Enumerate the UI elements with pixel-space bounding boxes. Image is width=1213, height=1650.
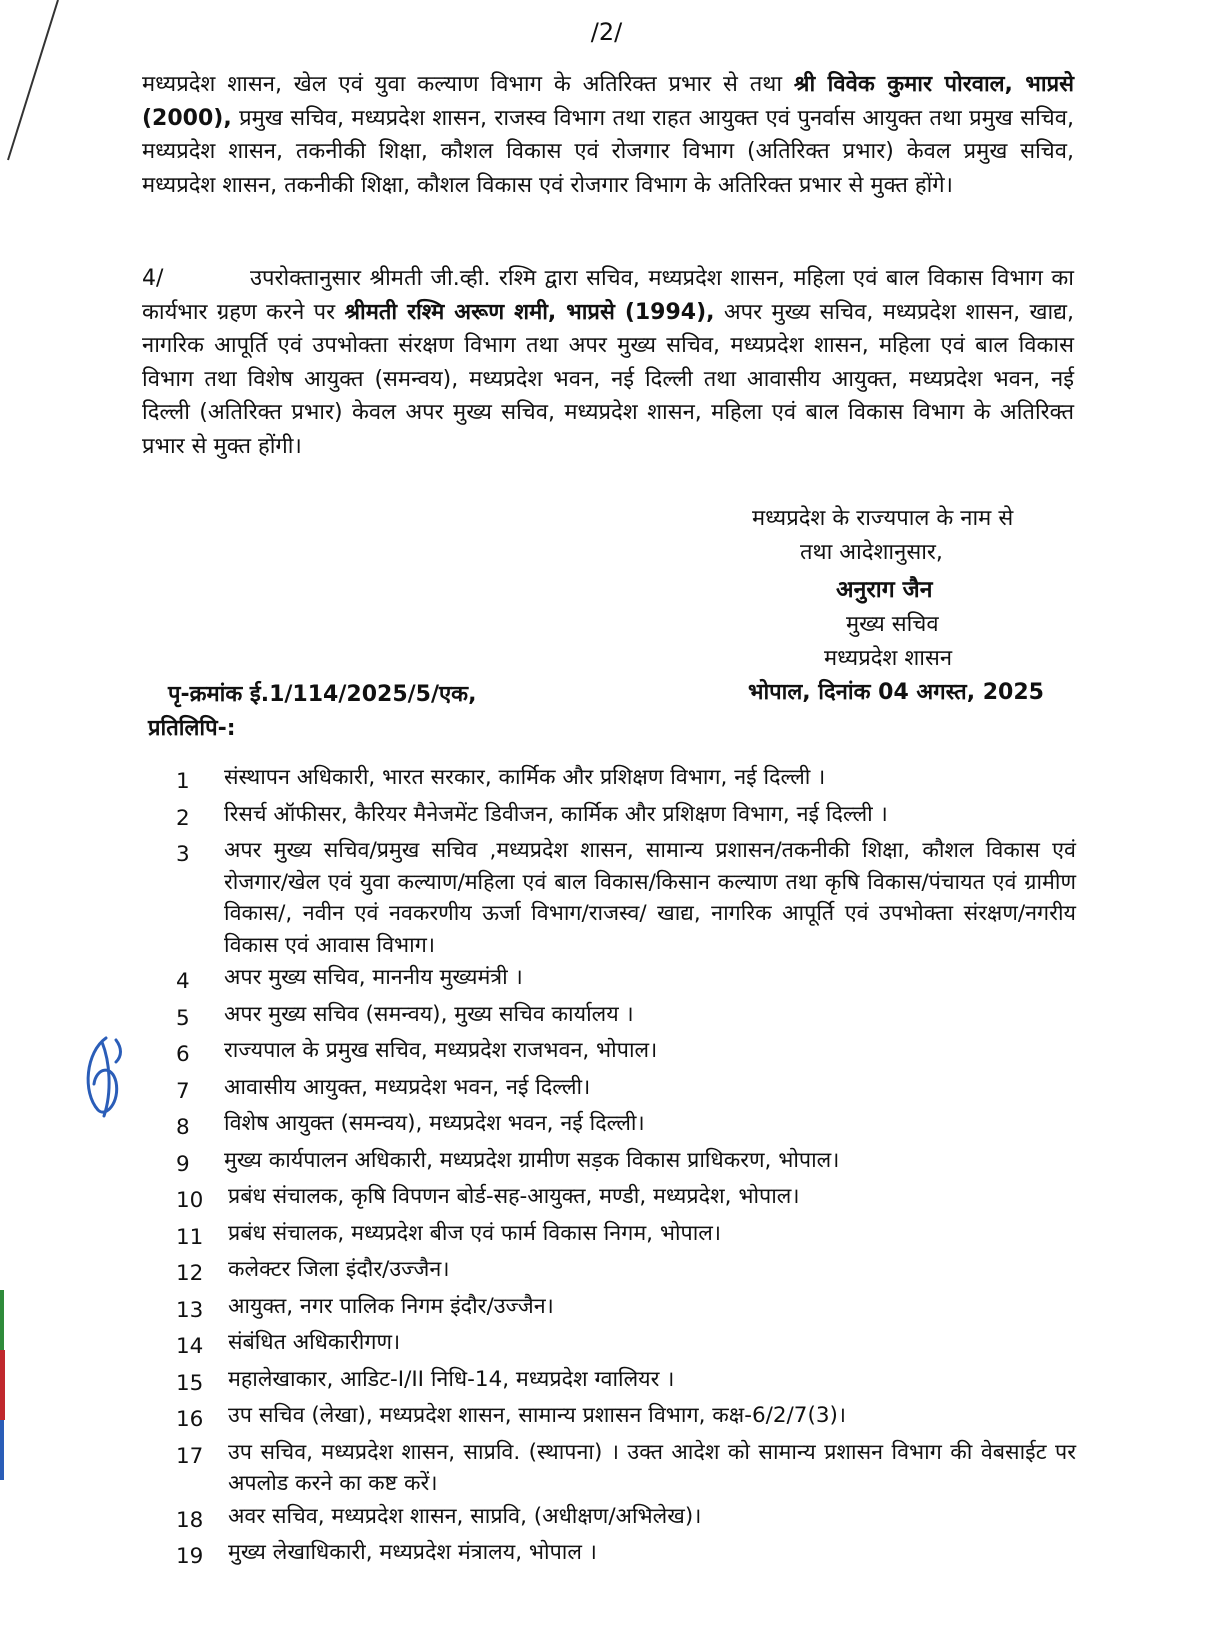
copy-list-item-text: रिसर्च ऑफीसर, कैरियर मैनेजमेंट डिवीजन, कार्मिक और प्रशिक्षण विभाग, नई दिल्ली । — [224, 801, 888, 827]
paragraph-4-officer-name: श्रीमती रश्मि अरूण शमी, भाप्रसे (1994), — [344, 299, 715, 325]
copy-list-item-number: 13 — [176, 1297, 204, 1323]
paragraph-4 — [142, 262, 1074, 463]
copy-list-item-text: अपर मुख्य सचिव (समन्वय), मुख्य सचिव कार्यालय । — [224, 1001, 634, 1027]
copy-list-item-text: प्रबंध संचालक, कृषि विपणन बोर्ड-सह-आयुक्त, मण्डी, मध्यप्रदेश, भोपाल। — [228, 1184, 800, 1209]
copy-list-item-number: 17 — [176, 1443, 204, 1469]
copy-list-item — [176, 1254, 1076, 1290]
copy-list-item — [176, 1145, 1076, 1181]
reference-number: पृ-क्रमांक ई.1/114/2025/5/एक, — [168, 682, 477, 707]
copy-list-item-number: 15 — [176, 1370, 204, 1396]
copy-list-item — [176, 1181, 1076, 1217]
copy-list-item-number: 14 — [176, 1334, 204, 1359]
copy-list-item-number: 10 — [176, 1188, 204, 1213]
copy-list-item-text: प्रबंध संचालक, मध्यप्रदेश बीज एवं फार्म विकास निगम, भोपाल। — [228, 1220, 722, 1246]
copy-list-item — [176, 1327, 1076, 1363]
copy-list-item — [176, 1364, 1076, 1400]
copy-list-item-text: अपर मुख्य सचिव, माननीय मुख्यमंत्री । — [224, 965, 523, 990]
page-edge-color-strip — [0, 1290, 10, 1480]
copy-list-item — [176, 999, 1076, 1035]
copy-list-item-text: कलेक्टर जिला इंदौर/उज्जैन। — [228, 1257, 450, 1282]
copy-list-item-number: 11 — [176, 1224, 204, 1250]
copy-list-item — [176, 1108, 1076, 1144]
copy-list-item — [176, 1072, 1076, 1108]
copy-list-item-text: आवासीय आयुक्त, मध्यप्रदेश भवन, नई दिल्ली। — [224, 1074, 591, 1100]
copy-list-item-text: विशेष आयुक्त (समन्वय), मध्यप्रदेश भवन, नई दिल्ली। — [224, 1111, 645, 1136]
copy-list-item-text: महालेखाकार, आडिट-I/II निधि-14, मध्यप्रदेश ग्वालियर । — [228, 1366, 675, 1392]
paragraph-3-officer-name: श्री विवेक कुमार पोरवाल, भाप्रसे (2000), — [142, 72, 1074, 131]
copy-list-item-text: मुख्य कार्यपालन अधिकारी, मध्यप्रदेश ग्रामीण सड़क विकास प्राधिकरण, भोपाल। — [224, 1147, 840, 1173]
copy-list-item — [176, 1218, 1076, 1254]
place-date: भोपाल, दिनांक 04 अगस्त, 2025 — [748, 680, 1044, 705]
copy-list-item-text: उप सचिव (लेखा), मध्यप्रदेश शासन, सामान्य प्रशासन विभाग, कक्ष-6/2/7(3)। — [228, 1403, 847, 1428]
copy-list-item-text: मुख्य लेखाधिकारी, मध्यप्रदेश मंत्रालय, भोपाल । — [228, 1540, 597, 1565]
paragraph-4-text-a: उपरोक्तानुसार श्रीमती जी.व्ही. रश्मि द्वारा सचिव, मध्यप्रदेश शासन, महिला एवं बाल विकास विभाग का कार्यभार ग्रहण करने पर — [142, 266, 1074, 325]
copy-list-item-number: 1 — [176, 769, 190, 794]
copy-list-item-number: 6 — [176, 1042, 190, 1067]
copy-list-item-text: संबंधित अधिकारीगण। — [228, 1330, 401, 1355]
signatory-designation: मुख्य सचिव — [846, 612, 939, 637]
signatory-name: अनुराग जैन — [836, 577, 933, 603]
copy-list-item-number: 12 — [176, 1261, 204, 1286]
paragraph-4-number: 4/ — [142, 266, 164, 291]
copy-list-item-number: 5 — [176, 1005, 190, 1031]
copy-list-item-number: 9 — [176, 1151, 190, 1177]
page-number: /2/ — [590, 18, 623, 46]
copy-list-item-number: 3 — [176, 842, 190, 867]
copy-list-item-number: 4 — [176, 969, 190, 994]
copy-list-item — [176, 1291, 1076, 1327]
signature-line-1: मध्यप्रदेश के राज्यपाल के नाम से — [752, 506, 1014, 531]
copy-list-item-number: 18 — [176, 1507, 204, 1533]
copy-list-item — [176, 1501, 1076, 1537]
copy-list-item-text: संस्थापन अधिकारी, भारत सरकार, कार्मिक और प्रशिक्षण विभाग, नई दिल्ली । — [224, 765, 826, 790]
copy-list-item-number: 8 — [176, 1115, 190, 1140]
handwritten-initials-mark — [76, 1032, 136, 1122]
paragraph-3-text-a: मध्यप्रदेश शासन, खेल एवं युवा कल्याण विभाग के अतिरिक्त प्रभार से तथा — [142, 72, 794, 97]
copy-list-item-number: 19 — [176, 1544, 204, 1569]
paragraph-3-text-b: प्रमुख सचिव, मध्यप्रदेश शासन, राजस्व विभाग तथा राहत आयुक्त एवं पुनर्वास आयुक्त तथा प्रमुख सचिव, मध्यप्रदेश शासन, तकनीकी शिक्षा, कौशल विकास एवं रोजगार विभाग (अतिरिक्त प्रभार) केवल प्रमुख सचिव, मध्यप्रदेश शासन, तकनीकी शिक्षा, कौशल विकास एवं रोजगार विभाग के अतिरिक्त प्रभार से मुक्त होंगे। — [142, 105, 1074, 198]
signatory-office: मध्यप्रदेश शासन — [824, 646, 953, 671]
copy-list-item-text: आयुक्त, नगर पालिक निगम इंदौर/उज्जैन। — [228, 1293, 554, 1319]
copy-list-item-text: राज्यपाल के प्रमुख सचिव, मध्यप्रदेश राजभवन, भोपाल। — [224, 1038, 658, 1063]
copy-to-list — [176, 762, 1076, 1574]
paragraph-4-text-b: अपर मुख्य सचिव, मध्यप्रदेश शासन, खाद्य, नागरिक आपूर्ति एवं उपभोक्ता संरक्षण विभाग तथा अपर मुख्य सचिव, मध्यप्रदेश शासन, महिला एवं बाल विकास विभाग तथा विशेष आयुक्त (समन्वय), मध्यप्रदेश भवन, नई दिल्ली तथा आवासीय आयुक्त, मध्यप्रदेश भवन, नई दिल्ली (अतिरिक्त प्रभार) केवल अपर मुख्य सचिव, मध्यप्रदेश शासन, महिला एवं बाल विकास विभाग के अतिरिक्त प्रभार से मुक्त होंगी। — [142, 299, 1074, 459]
copy-list-item-number: 2 — [176, 805, 190, 831]
copy-list-item-text: अवर सचिव, मध्यप्रदेश शासन, साप्रवि, (अधीक्षण/अभिलेख)। — [228, 1503, 702, 1529]
copy-list-item — [176, 1437, 1076, 1500]
copy-list-item-text: अपर मुख्य सचिव/प्रमुख सचिव ,मध्यप्रदेश शासन, सामान्य प्रशासन/तकनीकी शिक्षा, कौशल विकास एवं रोजगार/खेल एवं युवा कल्याण/महिला एवं बाल विकास/किसान कल्याण तथा कृषि विकास/पंचायत एवं ग्रामीण विकास/, नवीन एवं नवकरणीय ऊर्जा विभाग/राजस्व/ खाद्य, नागरिक आपूर्ति एवं उपभोक्ता संरक्षण/नगरीय विकास एवं आवास विभाग। — [224, 838, 1076, 958]
copy-list-item — [176, 799, 1076, 835]
paragraph-3 — [142, 68, 1074, 202]
signature-line-2: तथा आदेशानुसार, — [800, 540, 943, 565]
copy-list-item — [176, 962, 1076, 998]
copy-list-item-number: 16 — [176, 1407, 204, 1432]
copy-list-item-number: 7 — [176, 1078, 190, 1104]
copy-list-item-text: उप सचिव, मध्यप्रदेश शासन, साप्रवि. (स्थापना) । उक्त आदेश को सामान्य प्रशासन विभाग की वेबसाईट पर अपलोड करने का कष्ट करें। — [228, 1439, 1076, 1496]
copy-list-item — [176, 762, 1076, 798]
copy-to-heading: प्रतिलिपि-: — [148, 716, 236, 741]
copy-list-item — [176, 835, 1076, 961]
copy-list-item — [176, 1537, 1076, 1573]
copy-list-item — [176, 1400, 1076, 1436]
copy-list-item — [176, 1035, 1076, 1071]
